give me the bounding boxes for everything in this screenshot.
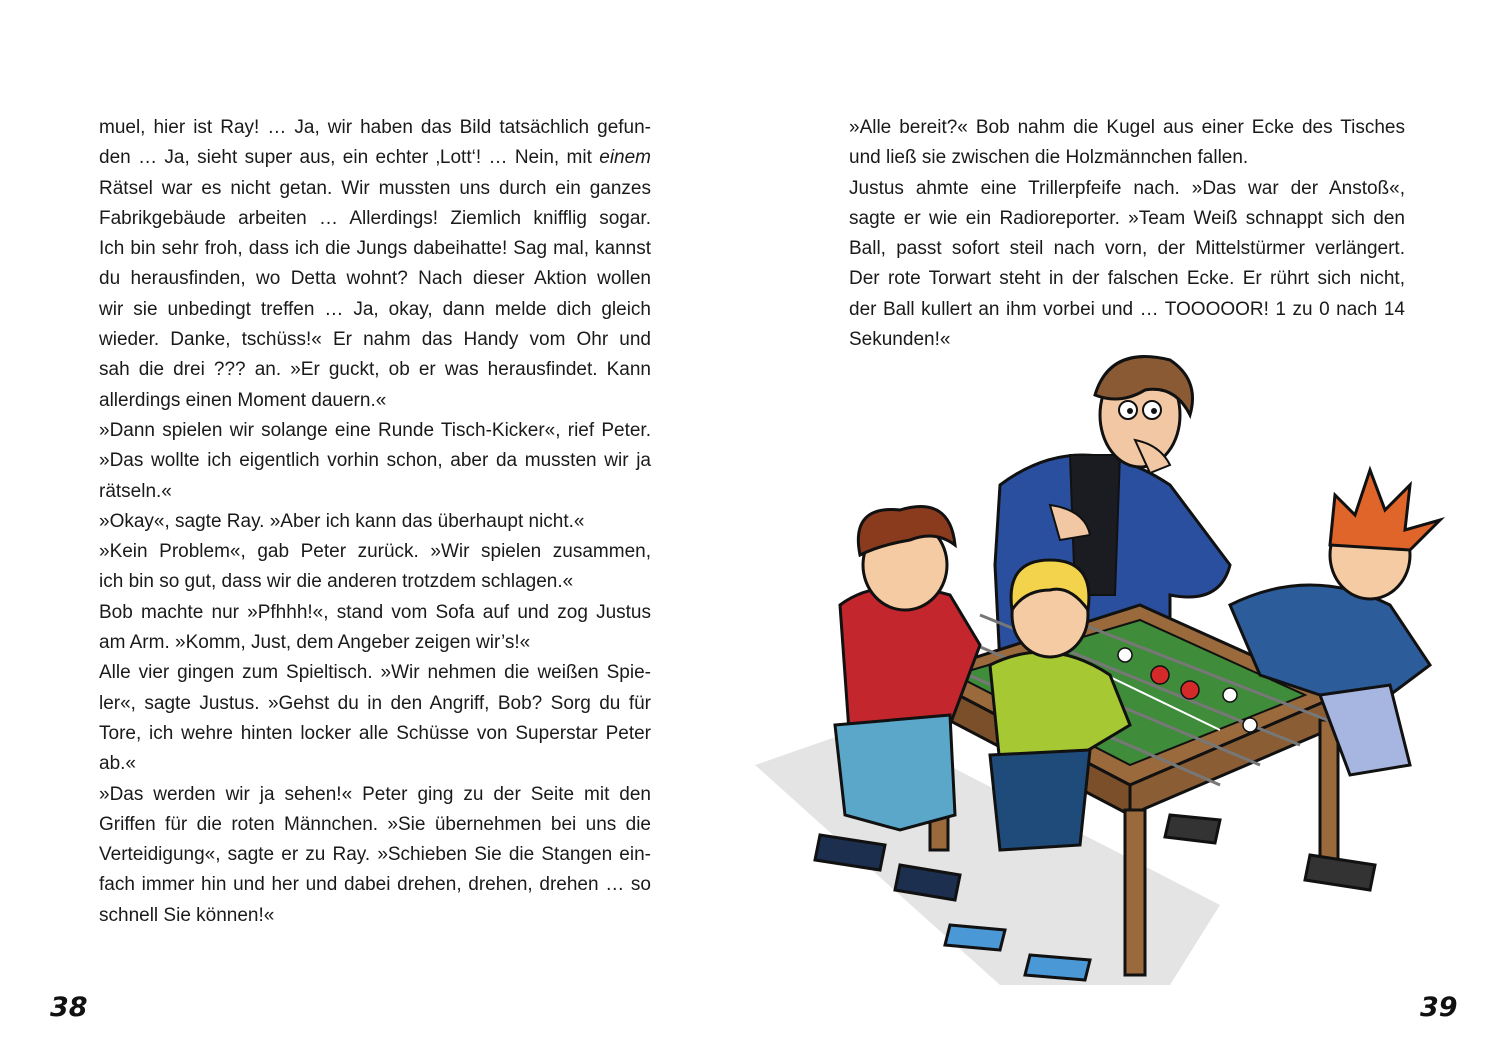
text-line: Fabrikgebäude arbeiten … Allerdings! Ziemlich knifflig sogar. bbox=[99, 207, 651, 229]
text-line bbox=[99, 143, 651, 173]
text-line: ich bin so gut, dass wir die anderen trotzdem schlagen.« bbox=[99, 571, 574, 593]
kid-yellow-shoe bbox=[1025, 955, 1090, 980]
right-page bbox=[750, 0, 1500, 1061]
text-line: »Das werden wir ja sehen!« Peter ging zu der Seite mit den bbox=[99, 783, 651, 805]
text-line: und ließ sie zwischen die Holzmännchen fallen. bbox=[849, 147, 1249, 169]
text-line: »Dann spielen wir solange eine Runde Tisch-Kicker«, rief Peter. bbox=[99, 419, 651, 441]
table-leg bbox=[1125, 810, 1145, 975]
text-line: Rätsel war es nicht getan. Wir mussten uns durch ein ganzes bbox=[99, 177, 651, 199]
text-line: der Ball kullert an ihm vorbei und … TOOOOOR! 1 zu 0 nach 14 bbox=[849, 298, 1405, 320]
text-segment: den … Ja, sieht super aus, ein echter ‚Lott‘! … Nein, mit bbox=[99, 147, 600, 169]
text-line: Justus ahmte eine Trillerpfeife nach. »Das war der Anstoß«, bbox=[849, 177, 1405, 199]
kid-yellow-pants bbox=[990, 750, 1090, 850]
kid-blue-hair bbox=[1330, 470, 1440, 550]
left-page-text bbox=[99, 113, 651, 931]
text-line: muel, hier ist Ray! … Ja, wir haben das Bild tatsächlich gefun- bbox=[99, 117, 651, 138]
kid-yellow-shoe bbox=[945, 925, 1005, 950]
text-line: schnell Sie können!« bbox=[99, 904, 275, 926]
text-line: allerdings einen Moment dauern.« bbox=[99, 389, 387, 411]
italic-word: einem bbox=[599, 147, 651, 169]
page-number: 39 bbox=[1420, 992, 1458, 1023]
text-line: Verteidigung«, sagte er zu Ray. »Schieben Sie die Stangen ein- bbox=[99, 844, 651, 866]
foosball-illustration bbox=[750, 345, 1465, 990]
text-line: du herausfinden, wo Detta wohnt? Nach dieser Aktion wollen bbox=[99, 268, 651, 290]
text-line: Bob machte nur »Pfhhh!«, stand vom Sofa auf und zog Justus bbox=[99, 601, 651, 623]
page-number: 38 bbox=[50, 992, 88, 1023]
text-line: wir sie unbedingt treffen … Ja, okay, dann melde dich gleich bbox=[99, 298, 651, 320]
text-line: Sekunden!« bbox=[849, 329, 951, 351]
text-line: ler«, sagte Justus. »Gehst du in den Angriff, Bob? Sorg du für bbox=[99, 692, 651, 714]
text-line: Tore, ich wehre hinten locker alle Schüsse von Superstar Peter bbox=[99, 722, 651, 744]
text-line: rätseln.« bbox=[99, 480, 172, 502]
text-line: »Das wollte ich eigentlich vorhin schon, aber da mussten wir ja bbox=[99, 450, 651, 472]
text-line: sagte er wie ein Radioreporter. »Team Weiß schnappt sich den bbox=[849, 207, 1405, 229]
text-line: Der rote Torwart steht in der falschen Ecke. Er rührt sich nicht, bbox=[849, 268, 1405, 290]
text-line: am Arm. »Komm, Just, dem Angeber zeigen wir’s!« bbox=[99, 632, 531, 654]
text-line: »Kein Problem«, gab Peter zurück. »Wir spielen zusammen, bbox=[99, 541, 651, 563]
text-line: fach immer hin und her und dabei drehen, drehen, drehen … so bbox=[99, 874, 651, 896]
kid-blue-shoe bbox=[1305, 855, 1375, 890]
table-leg bbox=[1320, 720, 1338, 860]
text-line: Griffen für die roten Männchen. »Sie übernehmen bei uns die bbox=[99, 813, 651, 835]
text-line: »Alle bereit?« Bob nahm die Kugel aus einer Ecke des Tisches bbox=[849, 117, 1405, 138]
text-line: Ich bin sehr froh, dass ich die Jungs dabeihatte! Sag mal, kannst bbox=[99, 238, 651, 260]
text-line: wieder. Danke, tschüss!« Er nahm das Handy vom Ohr und bbox=[99, 329, 651, 351]
text-line: sah die drei ??? an. »Er guckt, ob er was herausfindet. Kann bbox=[99, 359, 651, 381]
text-line: Ball, passt sofort steil nach vorn, der Mittelstürmer verlängert. bbox=[849, 238, 1405, 260]
kid-red-pants bbox=[835, 715, 955, 830]
text-line: Alle vier gingen zum Spieltisch. »Wir nehmen die weißen Spie- bbox=[99, 662, 651, 684]
text-line: ab.« bbox=[99, 753, 136, 775]
text-line: »Okay«, sagte Ray. »Aber ich kann das überhaupt nicht.« bbox=[99, 510, 585, 532]
man-pupil bbox=[1151, 408, 1157, 414]
man-pupil bbox=[1127, 408, 1133, 414]
right-page-text bbox=[849, 113, 1405, 355]
kid-blue-shoe bbox=[1165, 815, 1220, 843]
